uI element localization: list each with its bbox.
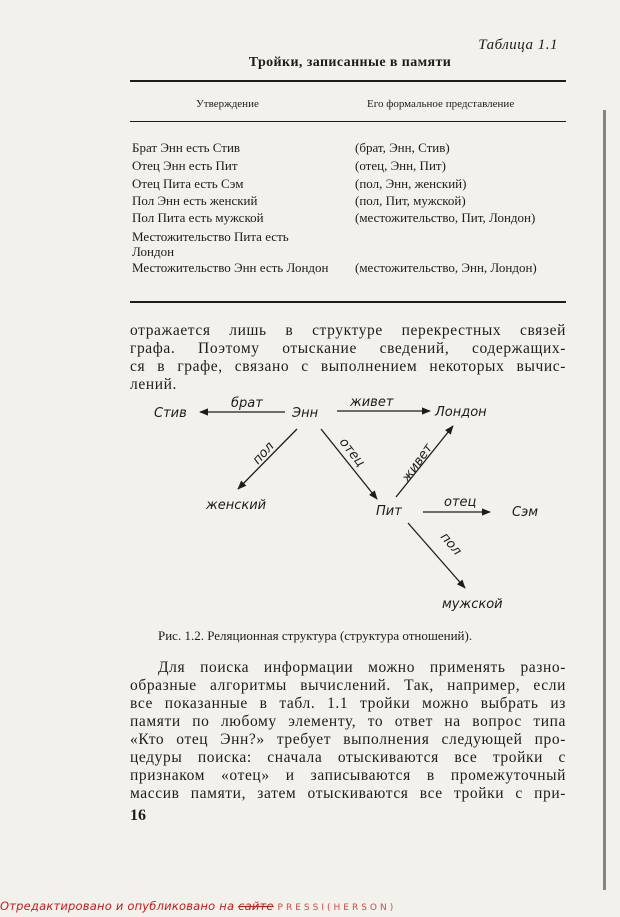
text-line: признаком «отец» и записываются в промежуточный: [130, 767, 566, 784]
node-pete: Пит: [376, 504, 402, 519]
text-line: графа. Поэтому отыскание сведений, содержащих-: [130, 340, 566, 357]
table-bottom-rule: [130, 301, 566, 303]
node-ann: Энн: [292, 406, 319, 421]
label-father-ann: отец: [335, 435, 368, 470]
row-statement: Пол Энн есть женский: [132, 193, 258, 208]
footer-struck: сайте: [238, 899, 274, 913]
row-formal: (пол, Энн, женский): [355, 176, 467, 191]
text-line: ся в графе, связано с выполнением некоторых вычис-: [130, 358, 566, 375]
label-father-pete: отец: [444, 495, 477, 510]
figure-caption: Рис. 1.2. Реляционная структура (структура отношений).: [158, 628, 473, 643]
relational-structure-diagram: [140, 385, 580, 625]
text-line: лений.: [130, 376, 177, 393]
text-line: Для поиска информации можно применять разно-: [158, 659, 566, 676]
row-statement: Отец Энн есть Пит: [132, 158, 238, 173]
label-sex-pete: пол: [436, 529, 465, 559]
row-formal: (пол, Пит, мужской): [355, 193, 466, 208]
footer-text: Отредактировано и опубликовано на: [0, 899, 235, 913]
row-formal: (местожительство, Пит, Лондон): [355, 210, 536, 225]
row-statement: Пол Пита есть мужской: [132, 210, 264, 225]
node-steve: Стив: [154, 406, 187, 421]
text-line: все показанные в табл. 1.1 тройки можно выбрать из: [130, 695, 566, 712]
page-edge: [603, 110, 606, 890]
footer-credit: [0, 899, 396, 913]
page-number: 16: [130, 807, 146, 824]
text-line: цедуры поиска: сначала отыскиваются все тройки с: [130, 749, 566, 766]
paragraph-1: [130, 322, 566, 394]
label-sex-ann: пол: [249, 439, 278, 468]
label-brother: брат: [231, 396, 263, 411]
row-statement: Брат Энн есть Стив: [132, 140, 241, 155]
text-line: памяти по любому элементу, то ответ на вопрос типа: [130, 713, 566, 730]
table-title: Тройки, записанные в памяти: [248, 55, 452, 70]
text-line: отражается лишь в структуре перекрестных связей: [130, 322, 566, 339]
table-number: Таблица 1.1: [478, 37, 558, 53]
node-london: Лондон: [435, 405, 487, 420]
row-statement: Отец Пита есть Сэм: [132, 176, 244, 191]
table-top-rule: [130, 80, 566, 82]
text-line: образные алгоритмы вычислений. Так, например, если: [130, 677, 566, 694]
paragraph-2: [130, 659, 566, 803]
node-sam: Сэм: [512, 505, 539, 520]
footer-watermark: PRESSI(HERSON): [277, 903, 397, 913]
text-line: «Кто отец Энн?» требует выполнения следующей про-: [130, 731, 566, 748]
text-line: массив памяти, затем отыскиваются все тройки с при-: [130, 785, 566, 802]
label-lives-pete: живет: [398, 441, 437, 486]
table-header-rule: [130, 121, 566, 122]
column-header-statement: Утверждение: [196, 98, 259, 110]
node-male: мужской: [442, 597, 503, 612]
row-formal: (брат, Энн, Стив): [355, 140, 450, 155]
row-statement: Местожительство Пита есть Лондон: [132, 229, 289, 259]
row-statement: Местожительство Энн есть Лондон: [132, 260, 329, 275]
row-formal: (местожительство, Энн, Лондон): [355, 260, 537, 275]
column-header-formal: Его формальное представление: [367, 98, 515, 110]
node-female: женский: [206, 498, 267, 513]
row-formal: (отец, Энн, Пит): [355, 158, 446, 173]
label-lives-ann: живет: [350, 395, 394, 410]
